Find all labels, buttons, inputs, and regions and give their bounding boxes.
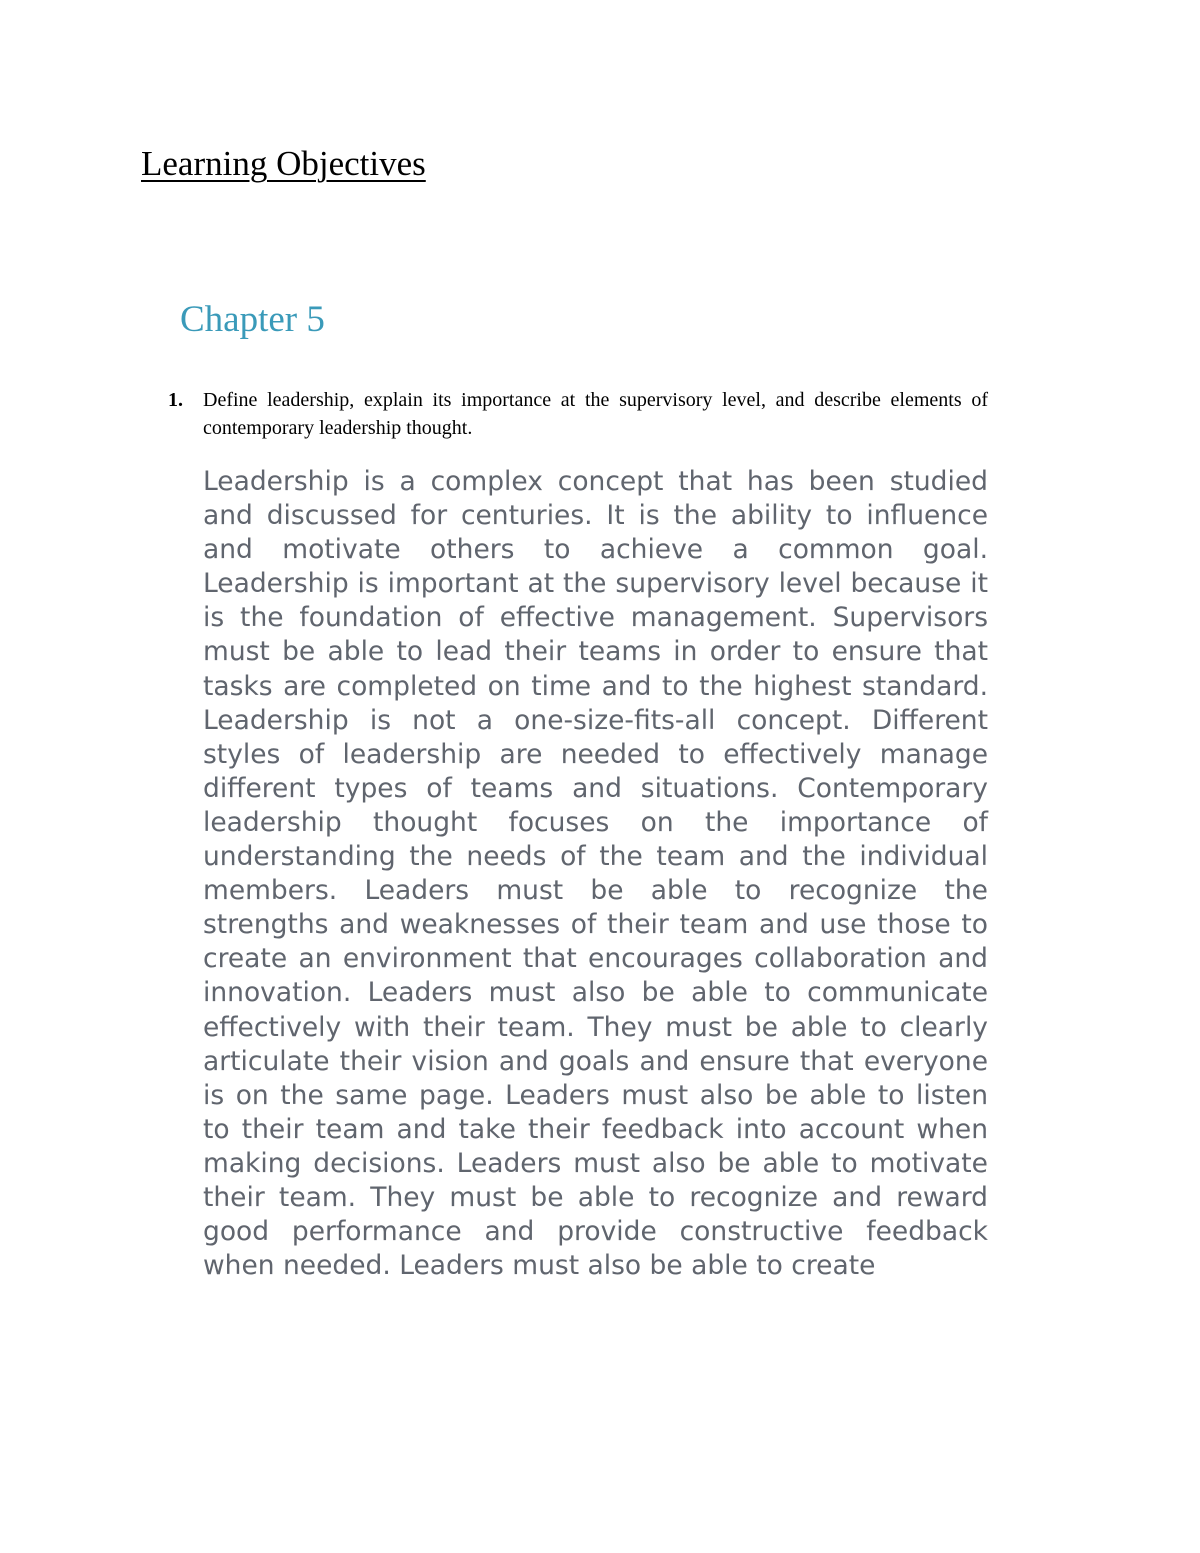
objective-text: Define leadership, explain its importance at the supervisory level, and describe elements of contemporary leadership thought.	[203, 389, 988, 439]
learning-objective-item	[168, 386, 988, 442]
document-title: Learning Objectives	[141, 144, 426, 183]
chapter-heading: Chapter 5	[180, 299, 325, 340]
objective-number: 1.	[168, 389, 183, 411]
answer-paragraph: Leadership is a complex concept that has been studied and discussed for centuries. It is the ability to influence and motivate others to achieve a common goal. Leadership is important at the supervisory level because it is the foundation of effective management. Supervisors must be able to lead their teams in order to ensure that tasks are completed on time and to the highest standard. Leadership is not a one-size-fits-all concept. Different styles of leadership are needed to effectively manage different types of teams and situations. Contemporary leadership thought focuses on the importance of understanding the needs of the team and the individual members. Leaders must be able to recognize the strengths and weaknesses of their team and use those to create an environment that encourages collaboration and innovation. Leaders must also be able to communicate effectively with their team. They must be able to clearly articulate their vision and goals and ensure that everyone is on the same page. Leaders must also be able to listen to their team and take their feedback into account when making decisions. Leaders must also be able to motivate their team. They must be able to recognize and reward good performance and provide constructive feedback when needed. Leaders must also be able to create	[203, 466, 988, 1282]
